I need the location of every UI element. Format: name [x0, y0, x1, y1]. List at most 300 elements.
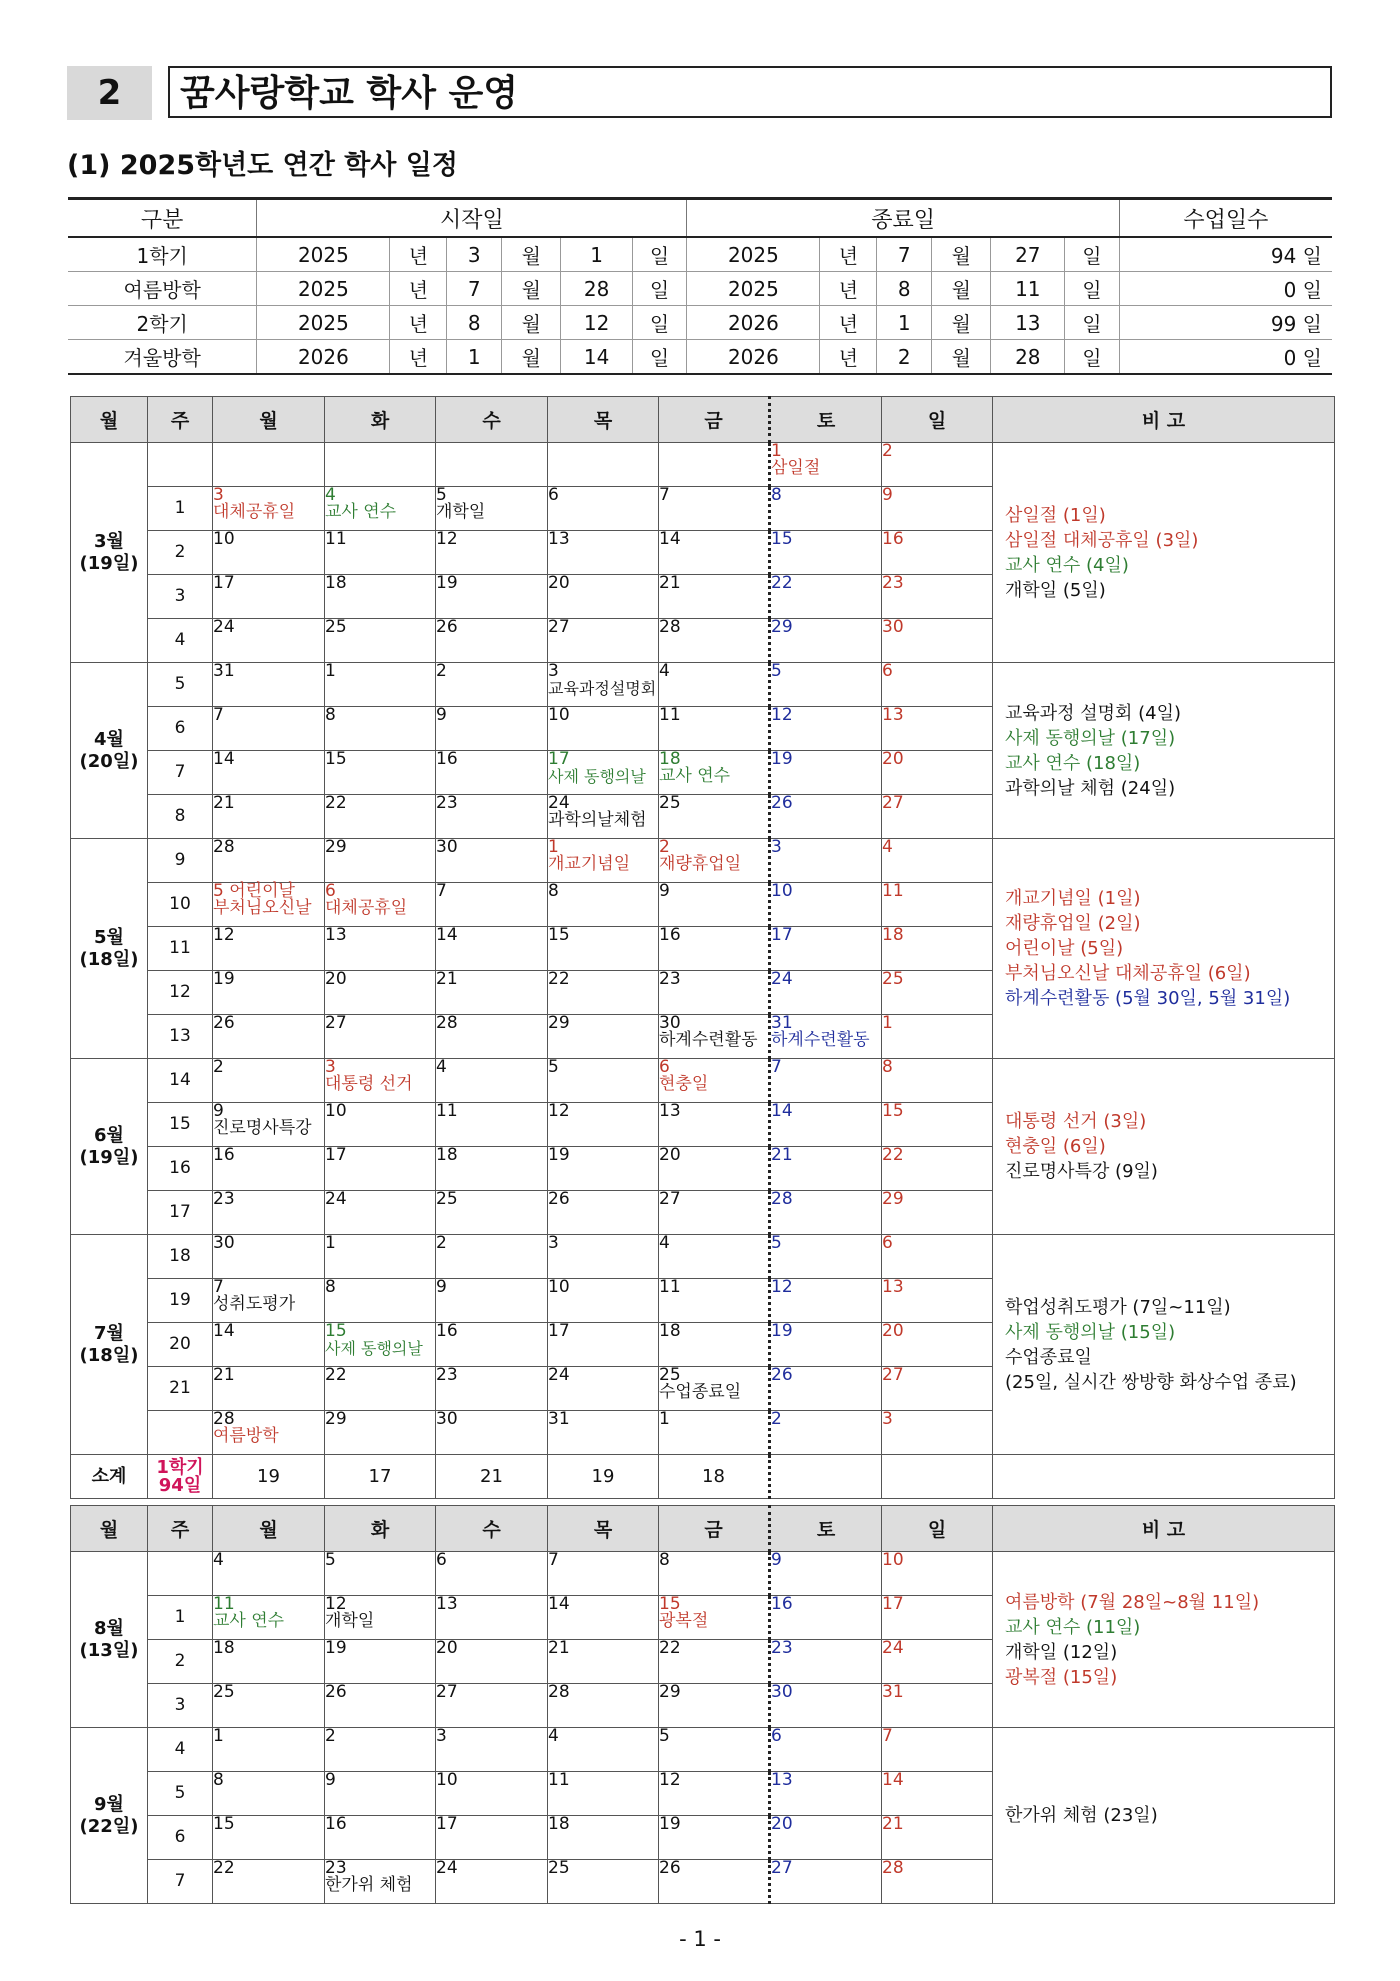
day-cell [325, 1596, 436, 1640]
day-cell [882, 1816, 993, 1860]
day-number: 6 [659, 1057, 670, 1077]
month-unit: 월 [932, 272, 991, 306]
day-cell [213, 1279, 325, 1323]
day-cell [548, 1191, 659, 1235]
note-line: 개학일 (12일) [1005, 1641, 1118, 1663]
day-cell [436, 927, 548, 971]
day-number: 27 [436, 1682, 458, 1702]
day-event: 성취도평가 [213, 1294, 296, 1314]
day-cell [659, 1552, 770, 1596]
month-unit: 월 [932, 306, 991, 340]
day-event: 대체공휴일 [325, 898, 408, 918]
day-cell [213, 1772, 325, 1816]
day-cell [882, 1684, 993, 1728]
calendar-column-header: 토 [770, 397, 882, 443]
day-cell [548, 927, 659, 971]
day-number: 26 [548, 1189, 570, 1209]
day-number: 18 [659, 749, 681, 769]
day-number: 23 [325, 1858, 347, 1878]
day-number: 2 [436, 661, 447, 681]
day-number: 10 [436, 1770, 458, 1790]
day-number: 8 [659, 1550, 670, 1570]
day-cell [548, 839, 659, 883]
day-number: 12 [771, 705, 793, 725]
note-line: 과학의날 체험 (24일) [1005, 777, 1176, 799]
day-number: 18 [659, 1321, 681, 1341]
day-cell [213, 1860, 325, 1904]
day-value: 12 [561, 306, 632, 340]
day-unit: 일 [632, 237, 687, 272]
week-number: 9 [148, 839, 213, 883]
day-cell [882, 1279, 993, 1323]
day-event: 과학의날체험 [548, 810, 647, 830]
day-event: 부처님오신날 [213, 898, 312, 918]
day-cell [659, 1015, 770, 1059]
day-cell [882, 1728, 993, 1772]
day-number: 22 [882, 1145, 904, 1165]
day-cell [436, 751, 548, 795]
day-number: 8 [213, 1770, 224, 1790]
day-cell [659, 619, 770, 663]
day-number: 7 [548, 1550, 559, 1570]
day-number: 10 [771, 881, 793, 901]
day-cell [436, 971, 548, 1015]
day-number: 5 [548, 1057, 559, 1077]
day-cell [882, 1103, 993, 1147]
day-event: 교사 연수 [659, 766, 731, 786]
day-number: 16 [213, 1145, 235, 1165]
term-name: 2학기 [68, 306, 257, 340]
day-cell [325, 1323, 436, 1367]
day-cell [659, 531, 770, 575]
day-number: 27 [771, 1858, 793, 1878]
day-cell [213, 1552, 325, 1596]
day-cell [436, 443, 548, 487]
day-number: 23 [213, 1189, 235, 1209]
note-line: 부처님오신날 대체공휴일 (6일) [1005, 963, 1251, 984]
day-cell [325, 751, 436, 795]
day-cell [325, 1640, 436, 1684]
day-number: 20 [659, 1145, 681, 1165]
week-number: 3 [148, 1684, 213, 1728]
day-cell [325, 1367, 436, 1411]
day-cell [213, 531, 325, 575]
day-cell [659, 575, 770, 619]
day-cell [548, 1860, 659, 1904]
week-number: 10 [148, 883, 213, 927]
day-cell [213, 1015, 325, 1059]
day-cell [659, 1728, 770, 1772]
day-cell [436, 1728, 548, 1772]
day-cell [548, 1596, 659, 1640]
day-cell [548, 443, 659, 487]
day-number: 7 [659, 485, 670, 505]
subtotal-row [71, 1455, 1335, 1499]
month-label: 3월 (19일) [71, 443, 148, 663]
day-cell [770, 1015, 882, 1059]
month-label: 5월 (18일) [71, 839, 148, 1059]
day-cell [770, 883, 882, 927]
day-number: 23 [771, 1638, 793, 1658]
day-number: 14 [436, 925, 458, 945]
day-number: 8 [325, 705, 336, 725]
day-event: 대체공휴일 [213, 502, 296, 522]
week-number: 16 [148, 1147, 213, 1191]
day-number: 3 [213, 485, 224, 505]
day-number: 15 [882, 1101, 904, 1121]
year-value: 2026 [687, 306, 820, 340]
day-number: 29 [771, 617, 793, 637]
calendar-column-header: 월 [71, 1506, 148, 1552]
week-number: 3 [148, 575, 213, 619]
month-value: 3 [447, 237, 502, 272]
day-cell [213, 883, 325, 927]
day-cell [436, 1816, 548, 1860]
day-cell [213, 663, 325, 707]
month-label: 9월 (22일) [71, 1728, 148, 1904]
day-number: 2 [882, 441, 893, 461]
day-number: 1 [325, 1233, 336, 1253]
calendar-column-header: 토 [770, 1506, 882, 1552]
day-cell [436, 839, 548, 883]
month-value: 8 [877, 272, 932, 306]
day-cell [213, 1728, 325, 1772]
day-number: 30 [771, 1682, 793, 1702]
month-unit: 월 [502, 306, 561, 340]
day-cell [770, 1772, 882, 1816]
day-cell [548, 619, 659, 663]
day-cell [436, 795, 548, 839]
day-cell [770, 1147, 882, 1191]
calendar-column-header: 월 [213, 1506, 325, 1552]
day-cell [770, 1860, 882, 1904]
day-number: 28 [548, 1682, 570, 1702]
day-cell [659, 883, 770, 927]
day-value: 27 [991, 237, 1065, 272]
day-number: 26 [771, 793, 793, 813]
week-number: 15 [148, 1103, 213, 1147]
class-days: 0 일 [1119, 272, 1332, 306]
subtotal-label: 소계 [71, 1455, 148, 1499]
month-unit: 월 [932, 237, 991, 272]
calendar-column-header: 금 [659, 1506, 770, 1552]
day-cell [659, 795, 770, 839]
day-cell [213, 1640, 325, 1684]
day-cell [436, 1596, 548, 1640]
day-cell [436, 1191, 548, 1235]
day-cell [548, 1103, 659, 1147]
day-number: 12 [436, 529, 458, 549]
note-line: 한가위 체험 (23일) [1005, 1805, 1158, 1826]
day-number: 21 [213, 1365, 235, 1385]
day-unit: 일 [632, 340, 687, 375]
note-line: 사제 동행의날 (17일) [1005, 727, 1176, 749]
day-cell [882, 1323, 993, 1367]
day-number: 6 [325, 881, 336, 901]
day-number: 24 [548, 1365, 570, 1385]
schedule-subtitle: (1) 2025학년도 연간 학사 일정 [67, 150, 458, 181]
day-number: 8 [882, 1057, 893, 1077]
day-number: 16 [325, 1814, 347, 1834]
day-cell [882, 883, 993, 927]
day-number: 9 [436, 1277, 447, 1297]
day-cell [548, 1059, 659, 1103]
day-number: 22 [771, 573, 793, 593]
note-line: 개학일 (5일) [1005, 579, 1106, 601]
day-cell [436, 1684, 548, 1728]
day-event: 개교기념일 [548, 854, 631, 874]
calendar-week-row [71, 443, 1335, 487]
day-cell [882, 619, 993, 663]
calendar-column-header: 월 [71, 397, 148, 443]
day-cell [325, 443, 436, 487]
day-cell [213, 1059, 325, 1103]
year-unit: 년 [390, 306, 447, 340]
day-cell [548, 663, 659, 707]
summary-row [68, 272, 1332, 306]
weekday-count: 19 [548, 1455, 659, 1499]
day-cell [213, 1103, 325, 1147]
day-unit: 일 [632, 306, 687, 340]
day-cell [659, 487, 770, 531]
day-number: 5 [436, 485, 447, 505]
year-unit: 년 [820, 306, 877, 340]
calendar-week-row [71, 839, 1335, 883]
day-cell [548, 1323, 659, 1367]
day-cell [213, 1323, 325, 1367]
day-number: 31 [771, 1013, 793, 1033]
day-number: 21 [213, 793, 235, 813]
day-number: 9 [882, 485, 893, 505]
day-cell [770, 443, 882, 487]
day-cell [436, 487, 548, 531]
day-cell [548, 575, 659, 619]
day-number: 4 [659, 661, 670, 681]
day-number: 27 [325, 1013, 347, 1033]
note-line: 재량휴업일 (2일) [1005, 913, 1141, 934]
day-number: 16 [659, 925, 681, 945]
day-event: 교사 연수 [325, 502, 397, 522]
day-number: 14 [659, 529, 681, 549]
week-number: 6 [148, 707, 213, 751]
month-value: 1 [447, 340, 502, 375]
day-cell [436, 619, 548, 663]
day-number: 27 [548, 617, 570, 637]
day-number: 25 [882, 969, 904, 989]
day-unit: 일 [1065, 272, 1120, 306]
day-number: 17 [436, 1814, 458, 1834]
day-cell [882, 531, 993, 575]
term-total: 1학기 94일 [148, 1455, 213, 1499]
day-cell [882, 1147, 993, 1191]
day-cell [770, 1059, 882, 1103]
week-number: 13 [148, 1015, 213, 1059]
day-number: 16 [771, 1594, 793, 1614]
calendar-column-header: 주 [148, 397, 213, 443]
note-line: 진로명사특강 (9일) [1005, 1161, 1158, 1182]
day-cell [548, 1015, 659, 1059]
day-number: 16 [882, 529, 904, 549]
day-event: 삼일절 [771, 458, 821, 478]
calendar-column-header: 목 [548, 1506, 659, 1552]
day-cell [659, 1191, 770, 1235]
day-event: 하계수련활동 [771, 1030, 870, 1050]
day-cell [436, 1860, 548, 1904]
day-cell [659, 1103, 770, 1147]
day-cell [213, 487, 325, 531]
day-value: 1 [561, 237, 632, 272]
day-cell [325, 1235, 436, 1279]
day-cell [213, 1147, 325, 1191]
day-cell [770, 1411, 882, 1455]
summary-header: 수업일수 [1119, 199, 1332, 238]
day-number: 23 [882, 573, 904, 593]
day-number: 17 [325, 1145, 347, 1165]
day-number: 7 [882, 1726, 893, 1746]
note-line: (25일, 실시간 쌍방향 화상수업 종료) [1005, 1371, 1297, 1393]
day-number: 31 [213, 661, 235, 681]
week-number: 20 [148, 1323, 213, 1367]
day-cell [548, 1552, 659, 1596]
day-number: 18 [882, 925, 904, 945]
empty-cell [770, 1455, 882, 1499]
day-number: 2 [771, 1409, 782, 1429]
day-number: 19 [771, 1321, 793, 1341]
day-number: 6 [882, 1233, 893, 1253]
calendar-column-header: 일 [882, 397, 993, 443]
day-cell [770, 1367, 882, 1411]
day-cell [436, 1103, 548, 1147]
day-cell [659, 1596, 770, 1640]
day-number: 5 [325, 1550, 336, 1570]
day-number: 3 [548, 1233, 559, 1253]
day-number: 30 [436, 1409, 458, 1429]
day-cell [548, 1279, 659, 1323]
term-name: 여름방학 [68, 272, 257, 306]
day-number: 19 [436, 573, 458, 593]
term-summary-table [68, 197, 1332, 375]
day-number: 6 [548, 485, 559, 505]
class-days: 99 일 [1119, 306, 1332, 340]
day-number: 13 [771, 1770, 793, 1790]
day-cell [548, 1235, 659, 1279]
week-number: 21 [148, 1367, 213, 1411]
month-notes [993, 663, 1335, 839]
day-number: 4 [436, 1057, 447, 1077]
day-cell [882, 1235, 993, 1279]
day-number: 21 [436, 969, 458, 989]
year-value: 2026 [687, 340, 820, 375]
day-cell [325, 1772, 436, 1816]
day-cell [325, 1552, 436, 1596]
day-cell [213, 619, 325, 663]
day-cell [325, 1103, 436, 1147]
day-number: 17 [771, 925, 793, 945]
day-number: 14 [213, 749, 235, 769]
day-cell [213, 1191, 325, 1235]
day-cell [213, 575, 325, 619]
month-notes [993, 1059, 1335, 1235]
day-number: 11 [436, 1101, 458, 1121]
day-number: 26 [771, 1365, 793, 1385]
week-number: 5 [148, 663, 213, 707]
day-number: 30 [659, 1013, 681, 1033]
day-cell [325, 1191, 436, 1235]
day-number: 7 [436, 881, 447, 901]
calendar-table-semester-2 [70, 1505, 1335, 1904]
day-cell [436, 1367, 548, 1411]
summary-header: 구분 [68, 199, 257, 238]
day-number: 17 [548, 749, 570, 769]
day-cell [659, 663, 770, 707]
week-number: 6 [148, 1816, 213, 1860]
day-cell [770, 927, 882, 971]
day-cell [882, 1191, 993, 1235]
day-number: 3 [548, 661, 559, 681]
day-cell [325, 839, 436, 883]
day-cell [325, 1860, 436, 1904]
note-line: 개교기념일 (1일) [1005, 888, 1141, 909]
day-number: 12 [771, 1277, 793, 1297]
day-cell [882, 707, 993, 751]
day-event: 교사 연수 [213, 1611, 285, 1631]
calendar-column-header: 수 [436, 397, 548, 443]
section-title: 꿈사랑학교 학사 운영 [168, 66, 1332, 118]
calendar-column-header: 목 [548, 397, 659, 443]
year-value: 2025 [687, 237, 820, 272]
day-cell [325, 1684, 436, 1728]
day-cell [213, 443, 325, 487]
day-number: 13 [659, 1101, 681, 1121]
day-number: 25 [213, 1682, 235, 1702]
day-unit: 일 [1065, 340, 1120, 375]
day-number: 23 [436, 1365, 458, 1385]
day-cell [659, 971, 770, 1015]
day-number: 2 [213, 1057, 224, 1077]
day-cell [882, 927, 993, 971]
note-line: 어린이날 (5일) [1005, 938, 1124, 959]
day-cell [659, 1059, 770, 1103]
day-cell [770, 1728, 882, 1772]
day-cell [325, 663, 436, 707]
day-cell [213, 751, 325, 795]
day-cell [659, 927, 770, 971]
day-number: 15 [325, 1321, 347, 1341]
day-number: 15 [213, 1814, 235, 1834]
note-line: 수업종료일 [1005, 1346, 1092, 1368]
day-cell [659, 1684, 770, 1728]
note-line: 광복절 (15일) [1005, 1666, 1118, 1688]
day-number: 12 [659, 1770, 681, 1790]
day-cell [436, 531, 548, 575]
day-number: 2 [659, 837, 670, 857]
month-unit: 월 [502, 237, 561, 272]
day-number: 10 [882, 1550, 904, 1570]
day-cell [770, 1279, 882, 1323]
day-cell [882, 443, 993, 487]
day-number: 24 [548, 793, 570, 813]
day-cell [659, 751, 770, 795]
month-unit: 월 [932, 340, 991, 375]
calendar-column-header: 화 [325, 397, 436, 443]
summary-row [68, 306, 1332, 340]
day-cell [436, 1411, 548, 1455]
day-event: 하계수련활동 [659, 1030, 758, 1050]
day-cell [548, 1640, 659, 1684]
month-label: 4월 (20일) [71, 663, 148, 839]
day-number: 30 [436, 837, 458, 857]
term-name: 겨울방학 [68, 340, 257, 375]
